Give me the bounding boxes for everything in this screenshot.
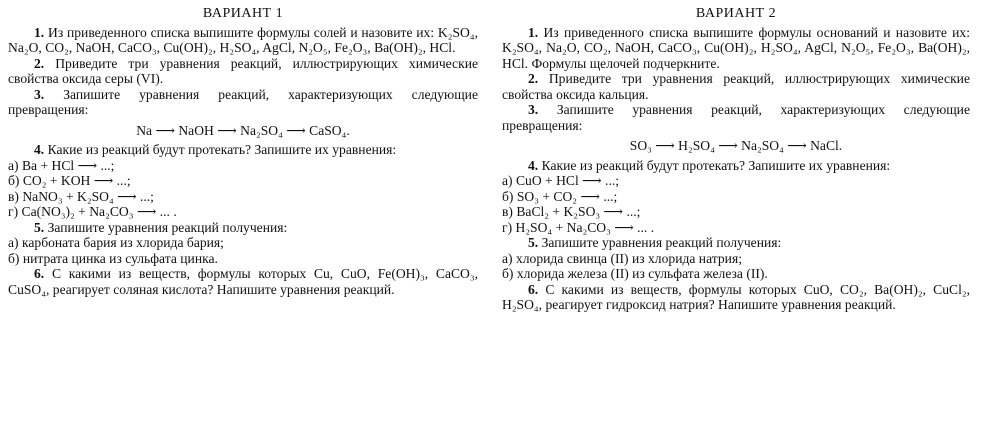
v1-q5-option-b: б) нитрата цинка из сульфата цинка. xyxy=(8,250,218,266)
v1-q2-number: 2. xyxy=(34,55,45,71)
v1-q6-text: С какими из веществ, формулы которых Cu, CuO, Fe(OH)₃, CaCO₃, CuSO₄, реагирует соляная кислота? Напишите уравнения реакций. xyxy=(8,266,478,297)
v1-q3-number: 3. xyxy=(34,86,45,102)
variant-2-column xyxy=(502,6,970,313)
v1-q2-text: Приведите три уравнения реакций, иллюстрирующих химические свойства оксида серы (VI). xyxy=(8,55,478,86)
v2-question-1 xyxy=(502,25,970,72)
v1-q4-option-d: г) Ca(NO₃)₂ + Na₂CO₃ ⟶ ... . xyxy=(8,204,177,219)
v2-q1-text: Из приведенного списка выпишите формулы оснований и назовите их: K₂SO₄, Na₂O, CO₂, NaOH, CaCO₃, Cu(OH)₂, H₂SO₄, AgCl, N₂O₅, Fe₂O₃, Ba(OH)₂, HCl. Формулы щелочей подчеркните. xyxy=(502,24,970,71)
v1-question-5 xyxy=(8,220,478,236)
v1-q4-option-c: в) NaNO₃ + K₂SO₄ ⟶ ...; xyxy=(8,188,154,204)
v1-transformation-chain: Na ⟶ NaOH ⟶ Na₂SO₄ ⟶ CaSO₄. xyxy=(136,122,350,138)
v2-question-4 xyxy=(502,158,970,174)
v2-transformation-chain: SO₃ ⟶ H₂SO₄ ⟶ Na₂SO₄ ⟶ NaCl. xyxy=(629,138,843,153)
variant-1-column xyxy=(8,6,478,297)
v1-q3-text: Запишите уравнения реакций, характеризующих следующие превращения: xyxy=(8,86,478,117)
v1-question-6 xyxy=(8,266,478,297)
v2-q5-option-b: б) хлорида железа (II) из сульфата железа (II). xyxy=(502,266,768,281)
v2-q5-text: Запишите уравнения реакций получения: xyxy=(541,235,782,250)
v2-question-5 xyxy=(502,235,970,251)
v1-question-2 xyxy=(8,56,478,87)
v1-q6-number: 6. xyxy=(34,266,45,281)
v1-q4-option-a: а) Ba + HCl ⟶ ...; xyxy=(8,157,115,173)
v2-q4-number: 4. xyxy=(528,157,539,173)
v1-q1-number: 1. xyxy=(34,24,45,40)
v1-q4-option-b: б) CO₂ + KOH ⟶ ...; xyxy=(8,173,131,188)
v2-q6-number: 6. xyxy=(528,281,539,297)
v2-question-2 xyxy=(502,71,970,102)
variant-2-title: ВАРИАНТ 2 xyxy=(695,6,777,21)
v1-q5-text: Запишите уравнения реакций получения: xyxy=(47,219,288,235)
variant-1-title: ВАРИАНТ 1 xyxy=(202,6,284,21)
v2-q4-option-a: а) CuO + HCl ⟶ ...; xyxy=(502,173,620,188)
v2-q1-number: 1. xyxy=(528,24,539,40)
v1-q4-number: 4. xyxy=(34,142,45,157)
v2-q4-text: Какие из реакций будут протекать? Запишите их уравнения: xyxy=(541,157,891,173)
v1-question-1 xyxy=(8,25,478,56)
v2-q2-number: 2. xyxy=(528,71,539,86)
v2-q4-option-b: б) SO₃ + CO₂ ⟶ ...; xyxy=(502,188,618,204)
v2-q3-text: Запишите уравнения реакций, характеризующих следующие превращения: xyxy=(502,102,970,133)
v1-q4-text: Какие из реакций будут протекать? Запишите их уравнения: xyxy=(47,142,397,157)
v2-q5-option-a: а) хлорида свинца (II) из хлорида натрия; xyxy=(502,250,742,266)
v2-q6-text: С какими из веществ, формулы которых CuO, CO₂, Ba(OH)₂, CuCl₂, H₂SO₄, реагирует гидроксид натрия? Напишите уравнения реакций. xyxy=(502,281,971,312)
v2-q4-option-d: г) H₂SO₄ + Na₂CO₃ ⟶ ... . xyxy=(502,219,655,235)
v2-question-6 xyxy=(502,282,970,313)
v2-q4-option-c: в) BaCl₂ + K₂SO₃ ⟶ ...; xyxy=(502,204,641,219)
v2-q3-number: 3. xyxy=(528,102,539,117)
v1-q1-text: Из приведенного списка выпишите формулы солей и назовите их: K₂SO₄, Na₂O, CO₂, NaOH, CaCO₃, Cu(OH)₂, H₂SO₄, AgCl, N₂O₅, Fe₂O₃, Ba(OH)₂, HCl. xyxy=(8,24,478,55)
v1-question-4 xyxy=(8,142,478,158)
v1-q5-number: 5. xyxy=(34,219,45,235)
v1-q5-option-a: а) карбоната бария из хлорида бария; xyxy=(8,235,224,250)
v2-question-3 xyxy=(502,102,970,133)
v1-question-3 xyxy=(8,87,478,118)
v2-q2-text: Приведите три уравнения реакций, иллюстрирующих химические свойства оксида кальция. xyxy=(502,71,970,102)
v2-q5-number: 5. xyxy=(528,235,539,250)
